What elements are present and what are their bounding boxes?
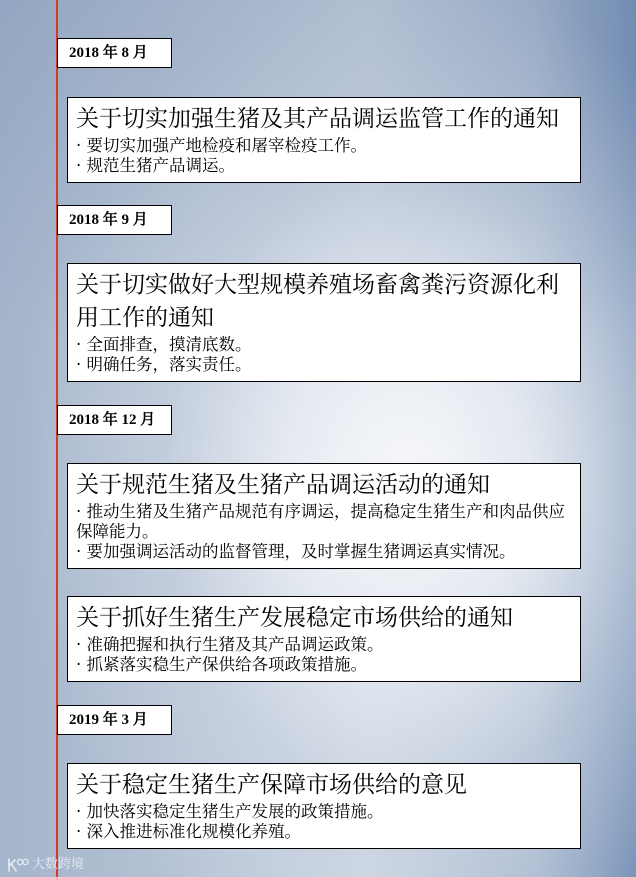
policy-point: · 准确把握和执行生猪及其产品调运政策。 xyxy=(76,635,384,654)
policy-document-card xyxy=(67,97,581,183)
policy-point: · 明确任务，落实责任。 xyxy=(76,355,252,374)
policy-point: · 加快落实稳定生猪生产发展的政策措施。 xyxy=(76,802,384,821)
policy-point: · 推动生猪及生猪产品规范有序调运，提高稳定生猪生产和肉品供应保障能力。 xyxy=(76,502,565,541)
policy-point: · 要切实加强产地检疫和屠宰检疫工作。 xyxy=(76,136,367,155)
timeline-date-label: 2018 年 12 月 xyxy=(57,405,172,435)
policy-document-card xyxy=(67,463,581,569)
timeline-line xyxy=(56,0,58,877)
policy-document-card xyxy=(67,763,581,849)
policy-document-title: 关于稳定生猪生产保障市场供给的意见 xyxy=(76,772,467,798)
policy-point: · 抓紧落实稳生产保供给各项政策措施。 xyxy=(76,655,367,674)
policy-point: · 规范生猪产品调运。 xyxy=(76,156,235,175)
policy-document-title: 关于抓好生猪生产发展稳定市场供给的通知 xyxy=(76,605,513,631)
policy-document-title: 关于切实做好大型规模养殖场畜禽粪污资源化利用工作的通知 xyxy=(76,272,559,331)
timeline-date-label: 2018 年 9 月 xyxy=(57,205,172,235)
watermark xyxy=(7,856,84,874)
timeline-date-label: 2018 年 8 月 xyxy=(57,38,172,68)
policy-point: · 全面排查，摸清底数。 xyxy=(76,335,252,354)
policy-document-title: 关于切实加强生猪及其产品调运监管工作的通知 xyxy=(76,106,559,132)
policy-document-title: 关于规范生猪及生猪产品调运活动的通知 xyxy=(76,472,490,498)
policy-document-card xyxy=(67,263,581,382)
policy-point: · 要加强调运活动的监督管理，及时掌握生猪调运真实情况。 xyxy=(76,542,516,561)
watermark-text: 大数跨境 xyxy=(32,857,85,872)
policy-document-card xyxy=(67,596,581,682)
timeline-date-label: 2019 年 3 月 xyxy=(57,705,172,735)
policy-point: · 深入推进标准化规模化养殖。 xyxy=(76,822,301,841)
brand-logo-icon xyxy=(7,857,29,873)
